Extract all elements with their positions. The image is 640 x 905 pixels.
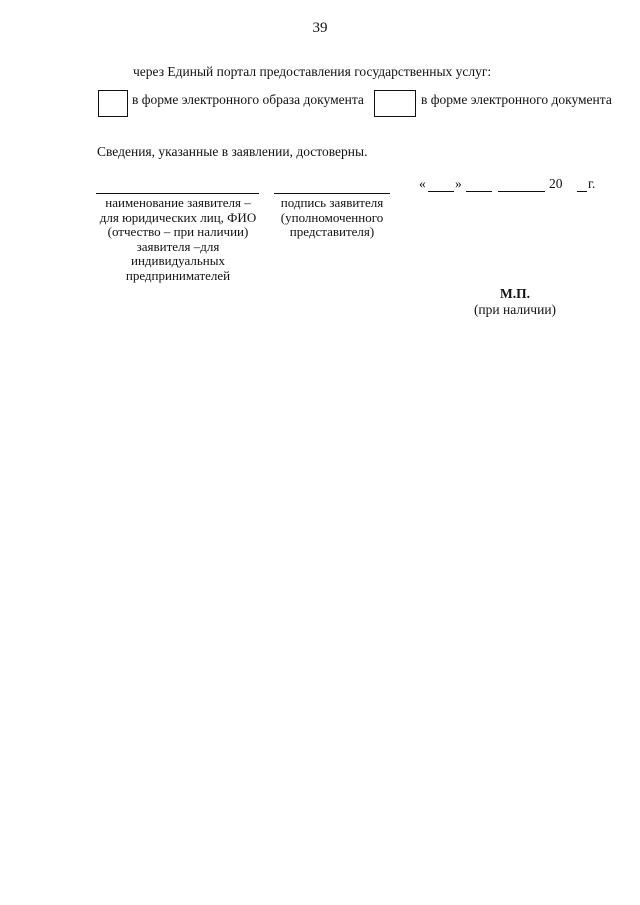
caption-line: индивидуальных <box>130 253 225 268</box>
applicant-signature-caption <box>262 196 402 240</box>
option-label-electronic-image: в форме электронного образа документа <box>132 92 364 107</box>
applicant-name-caption <box>86 196 270 283</box>
caption-line: для юридических лиц, ФИО <box>99 209 257 225</box>
applicant-name-line[interactable] <box>96 193 259 194</box>
date-day-blank[interactable] <box>428 191 454 192</box>
caption-line: подпись заявителя <box>280 195 384 210</box>
caption-line: (отчество – при наличии) <box>107 224 249 239</box>
date-month-blank[interactable] <box>466 191 492 192</box>
caption-line: наименование заявителя – <box>105 195 251 210</box>
caption-line: (уполномоченного <box>280 209 384 225</box>
date-open-quote: « <box>419 176 426 191</box>
caption-line: предпринимателей <box>125 267 231 283</box>
option-label-electronic-document: в форме электронного документа <box>421 92 612 107</box>
date-year-blank[interactable] <box>577 191 587 192</box>
applicant-signature-line[interactable] <box>274 193 390 194</box>
page-number: 39 <box>312 20 328 36</box>
date-month-blank-2[interactable] <box>498 191 545 192</box>
certification-statement: Сведения, указанные в заявлении, достоверны. <box>97 144 368 159</box>
option-checkbox-electronic-image[interactable] <box>98 90 128 117</box>
stamp-note: (при наличии) <box>473 302 557 317</box>
submission-intro: через Единый портал предоставления государственных услуг: <box>133 64 492 79</box>
date-year-suffix: г. <box>588 176 596 191</box>
date-year-prefix: 20 <box>549 176 563 191</box>
caption-line: заявителя –для <box>136 238 220 254</box>
stamp-title: М.П. <box>500 286 530 301</box>
option-checkbox-electronic-document[interactable] <box>374 90 416 117</box>
date-close-quote: » <box>455 176 462 191</box>
caption-line: представителя) <box>289 224 375 239</box>
